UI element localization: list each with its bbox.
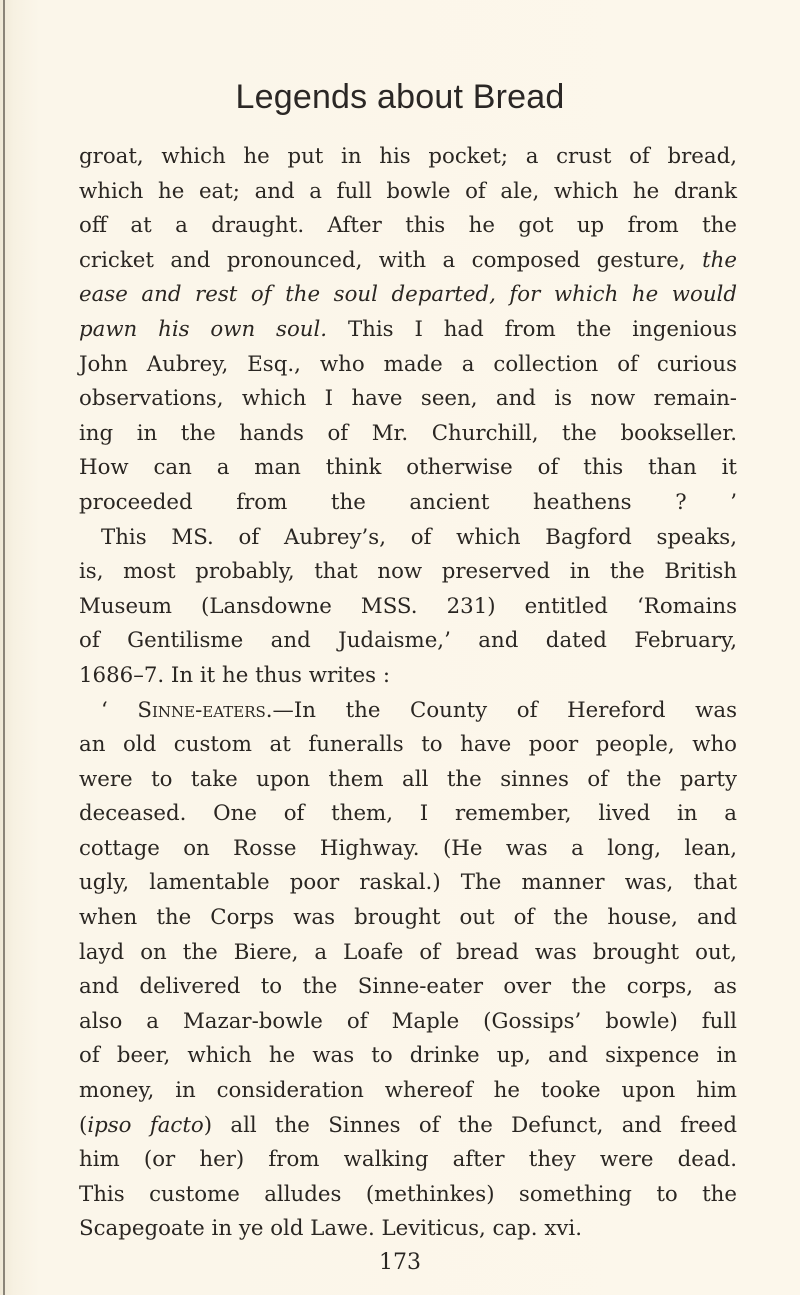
text-line [79, 1074, 737, 1109]
text-run: 1686–7. In it he thus writes : [79, 662, 391, 688]
text-run: Museum (Lansdowne MSS. 231) entitled ‘Romains [79, 593, 737, 619]
text-line [79, 832, 737, 867]
text-run: proceeded from the ancient heathens ? ’ [79, 489, 737, 515]
text-run: Scapegoate in ye old Lawe. Leviticus, cap. xvi. [79, 1216, 582, 1242]
page-gutter-edge [3, 0, 5, 1295]
text-run: when the Corps was brought out of the house, and [79, 905, 737, 931]
text-run: of beer, which he was to drinke up, and sixpence in [79, 1043, 737, 1069]
text-line [79, 348, 737, 383]
text-line [79, 936, 737, 971]
text-line [79, 382, 737, 417]
text-line [79, 590, 737, 625]
text-run: ) all the Sinnes of the Defunct, and freed [203, 1112, 738, 1138]
text-run: John Aubrey, Esq., who made a collection of curious [79, 351, 737, 377]
text-run: which he eat; and a full bowle of ale, which he drank [79, 178, 737, 204]
text-line [79, 797, 737, 832]
text-run: observations, which I have seen, and is now remain- [79, 386, 737, 412]
text-line [79, 694, 737, 729]
text-line [79, 313, 737, 348]
text-line [79, 970, 737, 1005]
text-run: This MS. of Aubrey’s, of which Bagford speaks, [101, 524, 737, 550]
text-line [79, 417, 737, 452]
text-line [79, 1143, 737, 1178]
text-run: of Gentilisme and Judaisme,’ and dated February, [79, 628, 737, 654]
text-run: money, in consideration whereof he tooke upon him [79, 1078, 737, 1104]
text-run: ugly, lamentable poor raskal.) The manner was, that [79, 870, 737, 896]
text-line [79, 244, 737, 279]
text-run: groat, which he put in his pocket; a crust of bread, [79, 144, 737, 169]
text-line [79, 866, 737, 901]
text-run: layd on the Biere, a Loafe of bread was brought out, [79, 939, 737, 965]
text-run: Sinne-eaters [137, 697, 266, 723]
text-run: This custome alludes (methinkes) something to the [79, 1181, 737, 1207]
text-line [79, 728, 737, 763]
text-run: ipso facto [87, 1112, 204, 1138]
text-run: .—In the County of Hereford was [265, 697, 737, 723]
text-run: ease and rest of the soul departed, for which he would [79, 282, 737, 308]
text-run: were to take upon them all the sinnes of the party [79, 766, 737, 792]
text-line [79, 486, 737, 521]
page-number: 173 [379, 1250, 421, 1275]
text-run: pawn his own soul. [79, 316, 328, 342]
text-line [79, 624, 737, 659]
text-run: the [702, 247, 737, 273]
text-line [79, 1109, 737, 1144]
text-line [79, 1178, 737, 1213]
text-line [79, 140, 737, 175]
text-run: How can a man think otherwise of this than it [79, 455, 737, 481]
text-run: ing in the hands of Mr. Churchill, the bookseller. [79, 420, 737, 446]
text-line [79, 1212, 737, 1247]
text-run: is, most probably, that now preserved in the British [79, 559, 737, 585]
text-run: ‘ [101, 697, 138, 723]
running-head: Legends about Bread [235, 78, 565, 116]
text-line [79, 209, 737, 244]
text-line [79, 659, 737, 694]
text-line [79, 555, 737, 590]
text-run: him (or her) from walking after they were dead. [79, 1147, 737, 1173]
text-line [79, 521, 737, 556]
text-run: and delivered to the Sinne-eater over the corps, as [79, 974, 737, 1000]
text-run: This I had from the ingenious [327, 316, 737, 342]
text-run: deceased. One of them, I remember, lived in a [79, 801, 737, 827]
text-line [79, 901, 737, 936]
text-run: off at a draught. After this he got up from the [79, 213, 737, 239]
text-line [79, 1005, 737, 1040]
body-text [79, 140, 737, 1247]
text-line [79, 763, 737, 798]
text-run: cottage on Rosse Highway. (He was a long, lean, [79, 835, 737, 861]
text-line [79, 451, 737, 486]
text-run: ( [79, 1112, 88, 1138]
text-run: also a Mazar-bowle of Maple (Gossips’ bowle) full [79, 1008, 737, 1034]
text-line [79, 278, 737, 313]
text-line [79, 1039, 737, 1074]
text-run: an old custom at funeralls to have poor people, who [79, 732, 737, 758]
text-run: cricket and pronounced, with a composed gesture, [79, 247, 703, 273]
text-line [79, 175, 737, 210]
